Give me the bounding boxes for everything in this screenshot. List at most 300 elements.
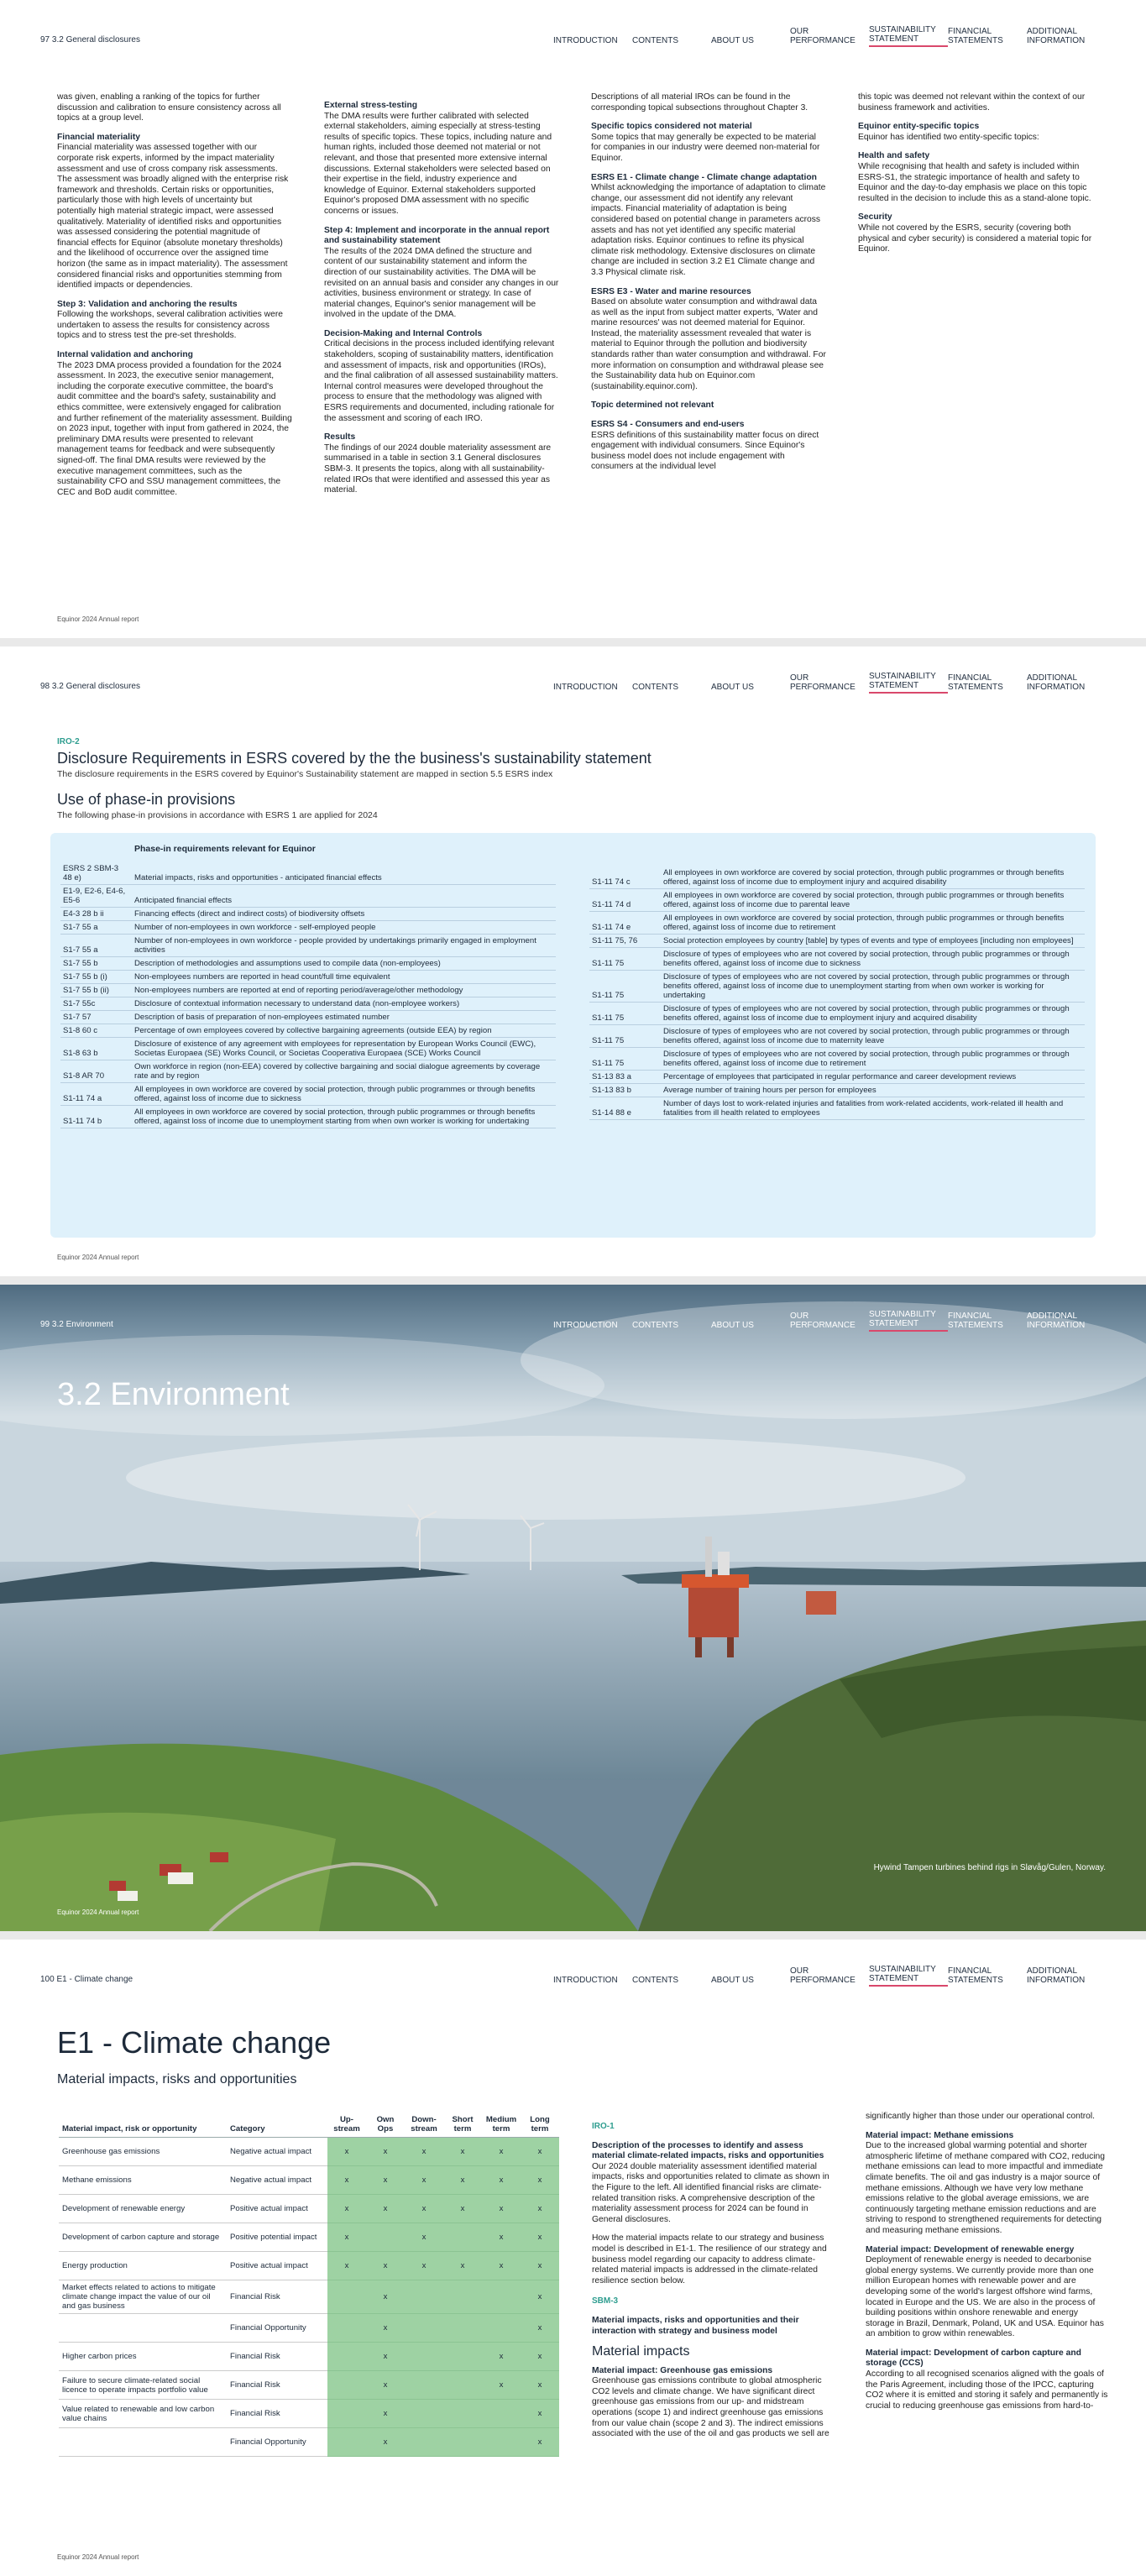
top-nav [553,1310,1106,1332]
iro-category: Financial Risk [227,2400,327,2428]
column-2 [866,2112,1109,2440]
requirement-description: Disclosure of types of employees who are not covered by social protection, through public programmes or through benefits offered, against loss of income due to unemployment starting from when own worker is working for undertaking [661,971,1085,1003]
table-row [59,2371,559,2400]
table-row [589,935,1085,948]
scope-mark [327,2371,366,2400]
scope-mark: x [482,2195,521,2223]
table-row [589,889,1085,912]
paragraph-heading: Material impacts, risks and opportunities and their interaction with strategy and business model [592,2315,799,2336]
table-row [60,1083,556,1106]
paragraph-heading: Specific topics considered not material [591,122,752,132]
nav-contents[interactable]: CONTENTS [632,1321,678,1330]
scope-mark [366,2223,405,2252]
paragraph: According to all recognised scenarios aligned with the goals of the Paris Agreement, including those of the IPCC, capturing CO2 where it is emitted and storing it safely and permanently is crucial to reducing greenhouse gas emissions from hard-to- [866,2369,1108,2411]
paragraph: Due to the increased global warming potential and shorter atmospheric lifetime of methane compared with CO2, reducing methane emissions can lead to more impactful and immediate climate benefits. The oil and gas industry is a major source of methane emissions. Although we have very low methane emissions relative to the global average emissions, we are continuously targeting methane emission reductions and are striving to respond to strengthened requirements for detecting and measuring methane emissions. [866,2141,1106,2235]
paragraph: The results of the 2024 DMA defined the structure and content of our sustainability statement and inform the direction of our sustainability activities. The DMA will be revisited on an annual basis and consider any changes in our activities, business environment or strategy. In case of material changes, Equinor's senior management will be involved in the update of the DMA. [324,246,559,320]
scope-mark: x [443,2252,482,2280]
paragraph-heading: Step 4: Implement and incorporate in the annual report and sustainability statement [324,225,550,246]
paragraph-heading: Security [858,212,892,223]
paragraph: Greenhouse gas emissions contribute to global atmospheric CO2 levels and climate change. We have significant direct greenhouse gas emissions from our up- and midstream operations (scope 1) and indirect greenhouse gas emissions from our value chain (scope 2 and 3). The indirect emissions associated with the use of the oil and gas products we sell are [592,2376,829,2439]
scope-mark: x [482,2343,521,2371]
table-row [60,1106,556,1128]
scope-mark: x [443,2195,482,2223]
requirement-description: All employees in own workforce are covered by social protection, through public programmes or through benefits offered, against loss of income due to retirement [661,912,1085,935]
paragraph-heading: Material impact: Methane emissions [866,2130,1014,2140]
requirement-description: Description of methodologies and assumptions used to compile data (non-employees) [132,957,556,971]
requirement-description: Percentage of employees that participated in regular performance and career development reviews [661,1071,1085,1084]
requirement-description: Disclosure of types of employees who are not covered by social protection, through public programmes or through benefits offered, against loss of income due to employment injury and acquired disability [661,1003,1085,1025]
scope-mark: x [443,2166,482,2195]
page-header [40,1961,1106,1990]
nav-about-us[interactable]: ABOUT US [711,683,754,692]
iro-name: Methane emissions [59,2166,227,2195]
table-row [60,935,556,957]
table-row [589,1003,1085,1025]
table-row [589,971,1085,1003]
scope-mark [443,2371,482,2400]
scope-mark: x [405,2138,443,2166]
nav-financial-statements[interactable]: FINANCIAL STATEMENTS [948,27,1003,45]
paragraph: The DMA results were further calibrated with selected external stakeholders, aiming especially at stress-testing results of specific topics. These topics, including nature and human rights, included those deemed not material or not relevant, and those that presented more extensive internal discussions. External stakeholders were selected based on their expertise in the field, industry experience and knowledge of Equinor. External stakeholders supported Equinor's proposed DMA assessment with no specific concerns or issues. [324,111,552,216]
requirement-code: S1-7 55 b (i) [60,971,132,984]
nav-our-performance[interactable]: OUR PERFORMANCE [790,27,856,45]
table-row [589,1097,1085,1120]
scope-mark [482,2428,521,2457]
page-number-label: 100 E1 - Climate change [40,1975,133,1984]
requirement-description: Percentage of own employees covered by collective bargaining agreements (outside EEA) by region [132,1024,556,1038]
scope-mark: x [443,2138,482,2166]
table-row [589,1048,1085,1071]
table-row [589,912,1085,935]
requirement-code: E1-9, E2-6, E4-6, E5-6 [60,885,132,908]
requirement-description: Non-employees numbers are reported at end of reporting period/average/other methodology [132,984,556,997]
requirement-code: S1-13 83 a [589,1071,661,1084]
text-columns [592,2112,1109,2440]
column-4 [858,92,1093,498]
iro-name: Development of renewable energy [59,2195,227,2223]
nav-about-us[interactable]: ABOUT US [711,1976,754,1985]
scope-mark [327,2400,366,2428]
chapter-title: E1 - Climate change [57,2025,332,2060]
paragraph-heading: Financial materiality [57,132,141,142]
column-1 [57,92,292,498]
table-row [60,957,556,971]
page-footer: Equinor 2024 Annual report [57,1254,139,1261]
column-2 [324,92,559,498]
nav-about-us[interactable]: ABOUT US [711,1321,754,1330]
paragraph: The 2023 DMA process provided a foundation for the 2024 assessment. In 2023, the executive senior management, including the corporate executive committee, the board's audit committee and the board's safety, sustainability and ethics committee, were extensively engaged for calibration and further refinement of the materiality assessment. Building on 2023 input, together with input from gathered in 2024, the preliminary DMA results were presented to relevant management teams for feedback and were subsequently signed-off. The final DMA results were reviewed by the executive management committees, such as the sustainability CFO and SSU management committees, the CEC and BoD audit committee. [57,360,292,497]
paragraph: ESRS definitions of this sustainability matter focus on direct engagement with individual consumers. Since Equinor's business model does not include engagement with consumers at the individual level [591,430,819,472]
page-header [40,1306,1106,1335]
requirement-code: S1-11 75 [589,948,661,971]
scope-mark: x [327,2223,366,2252]
table-row [589,1071,1085,1084]
paragraph: was given, enabling a ranking of the topics for further discussion and calibration to ensure consistency across all topics at a group level. [57,92,281,123]
page-footer: Equinor 2024 Annual report [57,2553,139,2561]
paragraph-heading: Material impact: Development of renewable energy [866,2244,1075,2254]
material-iro-table [59,2112,559,2457]
requirement-description: All employees in own workforce are covered by social protection, through public programmes or through benefits offered, against loss of income due to parental leave [661,889,1085,912]
nav-our-performance[interactable]: OUR PERFORMANCE [790,1966,856,1985]
page-97 [0,0,1146,638]
scope-mark: x [521,2400,559,2428]
requirement-code: S1-11 75 [589,1048,661,1071]
table-column-header: Down- stream [405,2112,443,2138]
requirement-description: Anticipated financial effects [132,885,556,908]
page-footer: Equinor 2024 Annual report [57,615,139,623]
iro-category: Positive actual impact [227,2195,327,2223]
paragraph-heading: External stress-testing [324,101,418,110]
scope-mark [405,2400,443,2428]
nav-contents[interactable]: CONTENTS [632,683,678,692]
requirement-code: S1-11 74 d [589,889,661,912]
table-row [589,867,1085,889]
requirement-code: S1-11 74 c [589,867,661,889]
scope-mark: x [521,2314,559,2343]
nav-financial-statements[interactable]: FINANCIAL STATEMENTS [948,1966,1003,1985]
iro-category: Financial Risk [227,2371,327,2400]
requirement-description: Non-employees numbers are reported in head count/full time equivalent [132,971,556,984]
scope-mark [443,2400,482,2428]
phase-in-table-left [60,840,556,1128]
iro-category: Financial Opportunity [227,2314,327,2343]
paragraph-heading: Step 3: Validation and anchoring the results [57,299,238,309]
requirement-description: All employees in own workforce are covered by social protection, through public programmes or through benefits offered, against loss of income due to sickness [132,1083,556,1106]
subsection-heading: Material impacts [592,2344,690,2359]
scope-mark [443,2223,482,2252]
table-row [60,1060,556,1083]
table-row [59,2400,559,2428]
paragraph-heading: Decision-Making and Internal Controls [324,328,483,338]
nav-sustainability-statement[interactable]: SUSTAINABILITY STATEMENT [869,672,948,694]
table-row [59,2166,559,2195]
table-row [60,1011,556,1024]
scope-mark: x [521,2138,559,2166]
scope-mark: x [482,2252,521,2280]
scope-mark: x [366,2428,405,2457]
table-row [60,984,556,997]
requirement-code: S1-7 55 a [60,935,132,957]
scope-mark: x [482,2138,521,2166]
chapter-subtitle: Material impacts, risks and opportunities [57,2072,297,2086]
scope-mark [405,2371,443,2400]
iro-category: Negative actual impact [227,2166,327,2195]
paragraph: Based on absolute water consumption and withdrawal data as well as the input from subject matter experts, 'Water and marine resources' was not deemed material for Equinor. Instead, the materiality assessment revealed that water is material to Equinor through the pollution and biodiversity standards rather than water consumption and withdrawal. For more information on consumption and withdrawal please see the Sustainability data hub on Equinor.com (sustainability.equinor.com). [591,297,826,391]
nav-contents[interactable]: CONTENTS [632,1976,678,1985]
scope-mark [405,2314,443,2343]
nav-sustainability-statement[interactable]: SUSTAINABILITY STATEMENT [869,25,948,47]
paragraph: Our 2024 double materiality assessment identified material impacts, risks and opportunities related to climate as shown in the Figure to the left. All identified financial risks are climate-related transition risks. A comprehensive description of the materiality assessment process for 2024 can be found in General disclosures. [592,2161,829,2224]
paragraph: this topic was deemed not relevant within the context of our business framework and activities. [858,92,1086,113]
scope-mark: x [366,2138,405,2166]
requirement-description: Disclosure of existence of any agreement with employees for representation by European Works Council (EWC), Societas Europaea (SE) Works Council, or Societas Cooperativa Europaea (SCE) Works Council [132,1038,556,1060]
paragraph-heading: Material impact: Development of carbon capture and storage (CCS) [866,2348,1081,2369]
nav-our-performance[interactable]: OUR PERFORMANCE [790,1312,856,1330]
scope-mark: x [366,2195,405,2223]
iro-category: Financial Opportunity [227,2428,327,2457]
requirement-code: S1-8 AR 70 [60,1060,132,1083]
paragraph-heading: Description of the processes to identify and assess material climate-related impacts, risks and opportunities [592,2140,824,2161]
requirement-description: Social protection employees by country [table] by types of events and type of employees [including non employees] [661,935,1085,948]
nav-additional-information[interactable]: ADDITIONAL INFORMATION [1027,673,1086,692]
table-column-header: Phase-in requirements relevant for Equinor [134,844,316,854]
page-header [40,668,1106,697]
section-title: Disclosure Requirements in ESRS covered by the the business's sustainability statement [57,750,651,767]
paragraph: Deployment of renewable energy is needed to decarbonise global energy systems. We currently provide more than one million European homes with renewable power and are developing some of the world's largest offshore wind farms, located in Europe and the US. We are also in the process of building positions within onshore renewable and energy storage in Brazil, Denmark, Poland, UK and USA. Equinor has an ambition to grow within renewables. [866,2255,1104,2339]
section-tag: IRO-2 [57,737,80,746]
iro-name: Market effects related to actions to mitigate climate change impact the value of our oil and gas business [59,2280,227,2314]
requirement-description: Disclosure of types of employees who are not covered by social protection, through public programmes or through benefits offered, against loss of income due to retirement [661,1048,1085,1071]
requirement-code: S1-7 55 b [60,957,132,971]
paragraph: While not covered by the ESRS, security (covering both physical and cyber security) is considered a material topic for Equinor. [858,223,1092,254]
nav-additional-information[interactable]: ADDITIONAL INFORMATION [1027,27,1086,45]
nav-about-us[interactable]: ABOUT US [711,36,754,45]
table-row [60,1024,556,1038]
photo-caption: Hywind Tampen turbines behind rigs in Sløvåg/Gulen, Norway. [873,1863,1106,1872]
scope-mark [405,2280,443,2314]
scope-mark: x [366,2280,405,2314]
requirement-code: S1-11 75 [589,1003,661,1025]
section-tag: SBM-3 [592,2296,619,2306]
table-row [59,2195,559,2223]
scope-mark: x [521,2371,559,2400]
requirement-code: S1-11 75, 76 [589,935,661,948]
top-nav [553,25,1106,47]
scope-mark [327,2343,366,2371]
table-column-header: Own Ops [366,2112,405,2138]
scope-mark: x [327,2166,366,2195]
paragraph: Descriptions of all material IROs can be found in the corresponding topical subsections throughout Chapter 3. [591,92,808,113]
paragraph: Following the workshops, several calibration activities were undertaken to assess the results for consistency across topics and to stress test the pre-set thresholds. [57,310,283,341]
scope-mark: x [521,2195,559,2223]
phase-in-subtitle: The following phase-in provisions in accordance with ESRS 1 are applied for 2024 [57,810,378,820]
scope-mark: x [366,2371,405,2400]
scope-mark: x [521,2428,559,2457]
paragraph-heading: Internal validation and anchoring [57,350,193,360]
requirement-description: Description of basis of preparation of non-employees estimated number [132,1011,556,1024]
paragraph-heading: ESRS E1 - Climate change - Climate change adaptation [591,172,817,182]
table-row [60,921,556,935]
iro-name [59,2314,227,2343]
requirement-code: S1-7 57 [60,1011,132,1024]
page-number-label: 99 3.2 Environment [40,1320,113,1329]
table-row [60,1038,556,1060]
table-row [60,971,556,984]
column-3 [591,92,826,498]
scope-mark: x [405,2195,443,2223]
table-column-header: Category [227,2112,327,2138]
requirement-code: S1-11 74 a [60,1083,132,1106]
nav-financial-statements[interactable]: FINANCIAL STATEMENTS [948,1312,1003,1330]
scope-mark: x [482,2166,521,2195]
scope-mark [327,2428,366,2457]
scope-mark: x [366,2166,405,2195]
paragraph: Whilst acknowledging the importance of adaptation to climate change, our assessment did not identify any relevant impacts. Financial materiality of adaptation is being considered based on potential change in parameters across assets and has not yet identified any specific material adaptation risks. Equinor continues to refine its physical climate risk methodology. Extensive disclosures on climate change are included in section 3.2 E1 Climate change and 3.3 Physical climate risk. [591,183,826,277]
paragraph: Critical decisions in the process included identifying relevant stakeholders, scoping of sustainability matters, identification and assessment of impacts, risk and opportunities (IROs), and the final calibration of all assessed sustainability matters. Internal control measures were developed throughout the process to ensure that the methodology was aligned with ESRS requirements and documented, including rationale for the assessment and scoring of each IRO. [324,339,558,423]
iro-name: Value related to renewable and low carbon value chains [59,2400,227,2428]
iro-name: Failure to secure climate-related social licence to operate impacts portfolio value [59,2371,227,2400]
requirement-code: S1-7 55c [60,997,132,1011]
table-row [59,2252,559,2280]
page-100 [0,1940,1146,2576]
scope-mark: x [405,2166,443,2195]
section-subtitle: The disclosure requirements in the ESRS covered by Equinor's Sustainability statement are mapped in section 5.5 ESRS index [57,769,553,779]
scope-mark: x [405,2223,443,2252]
table-column-header: Material impact, risk or opportunity [59,2112,227,2138]
paragraph: Equinor has identified two entity-specific topics: [858,132,1039,142]
paragraph-heading: ESRS E3 - Water and marine resources [591,286,751,296]
paragraph: significantly higher than those under our operational control. [866,2112,1096,2121]
page-header [40,22,1106,50]
page-footer: Equinor 2024 Annual report [57,1908,139,1916]
nav-sustainability-statement[interactable]: SUSTAINABILITY STATEMENT [869,1310,948,1332]
requirement-description: Disclosure of types of employees who are not covered by social protection, through public programmes or through benefits offered, against loss of income due to maternity leave [661,1025,1085,1048]
scope-mark [405,2428,443,2457]
scope-mark [482,2400,521,2428]
scope-mark: x [327,2252,366,2280]
nav-contents[interactable]: CONTENTS [632,36,678,45]
requirement-description: Disclosure of types of employees who are not covered by social protection, through public programmes or through benefits offered, against loss of income due to sickness [661,948,1085,971]
iro-category: Negative actual impact [227,2138,327,2166]
iro-name: Greenhouse gas emissions [59,2138,227,2166]
requirement-description: Own workforce in region (non-EEA) covered by collective bargaining and social dialogue agreements by coverage rate and by region [132,1060,556,1083]
nav-sustainability-statement[interactable]: SUSTAINABILITY STATEMENT [869,1965,948,1987]
scope-mark [327,2314,366,2343]
table-row [589,1025,1085,1048]
requirement-code: S1-11 74 b [60,1106,132,1128]
requirement-description: Financing effects (direct and indirect costs) of biodiversity offsets [132,908,556,921]
table-column-header: Medium term [482,2112,521,2138]
column-1 [592,2112,835,2440]
paragraph-heading: Results [324,432,356,442]
top-nav [553,672,1106,694]
table-row [60,997,556,1011]
section-tag: IRO-1 [592,2122,615,2131]
scope-mark: x [366,2314,405,2343]
nav-introduction[interactable]: INTRODUCTION [553,683,618,692]
iro-category: Positive potential impact [227,2223,327,2252]
requirement-description: Material impacts, risks and opportunities - anticipated financial effects [132,862,556,885]
paragraph-heading: Material impact: Greenhouse gas emissions [592,2365,773,2375]
table-row [60,908,556,921]
table-row [60,862,556,885]
scope-mark [327,2280,366,2314]
scope-mark [443,2428,482,2457]
requirement-description: Average number of training hours per person for employees [661,1084,1085,1097]
table-row [59,2343,559,2371]
phase-in-table-right [589,867,1085,1120]
iro-category: Financial Risk [227,2343,327,2371]
nav-financial-statements[interactable]: FINANCIAL STATEMENTS [948,673,1003,692]
paragraph-heading: ESRS S4 - Consumers and end-users [591,420,745,430]
paragraph-heading: Health and safety [858,151,930,161]
table-row [59,2223,559,2252]
scope-mark: x [482,2371,521,2400]
table-column-header: Up- stream [327,2112,366,2138]
scope-mark: x [405,2252,443,2280]
scope-mark: x [327,2138,366,2166]
requirement-code: S1-11 75 [589,1025,661,1048]
requirement-description: Number of non-employees in own workforce - people provided by undertakings primarily engaged in employment activities [132,935,556,957]
nav-additional-information[interactable]: ADDITIONAL INFORMATION [1027,1966,1086,1985]
scope-mark: x [521,2343,559,2371]
table-row [589,1084,1085,1097]
top-nav [553,1965,1106,1987]
requirement-code: S1-13 83 b [589,1084,661,1097]
scope-mark: x [521,2166,559,2195]
requirement-code: S1-14 88 e [589,1097,661,1120]
scope-mark [482,2280,521,2314]
scope-mark [443,2280,482,2314]
requirement-code: S1-7 55 b (ii) [60,984,132,997]
paragraph: Financial materiality was assessed together with our corporate risk experts, informed by the impact materiality assessment and use of cross company risk assessments. The assessment was broadly aligned with the enterprise risk framework and thresholds. Certain risks or opportunities, particularly those with high levels of uncertainty but potentially high material strategic impact, were assessed qualitatively. Materiality of identified risks and opportunities was assessed considering the potential magnitude of financial effects for Equinor (absolute monetary thresholds) and the likelihood of occurrence over the assigned time horizon (the same as in impact materiality). The assessment considered financial risks and opportunities stemming from identified impacts or dependencies. [57,143,289,291]
requirement-code: S1-8 63 b [60,1038,132,1060]
page-number-label: 97 3.2 General disclosures [40,35,140,45]
nav-introduction[interactable]: INTRODUCTION [553,1321,618,1330]
table-row [59,2314,559,2343]
nav-our-performance[interactable]: OUR PERFORMANCE [790,673,856,692]
requirement-description: Number of days lost to work-related injuries and fatalities from work-related accidents, work-related ill health and fatalities from ill health related to employees [661,1097,1085,1120]
paragraph: The findings of our 2024 double materiality assessment are summarised in a table in section 3.1 General disclosures SBM-3. It presents the topics, along with all sustainability-related IROs that were identified and assessed this year as material. [324,442,552,495]
scope-mark [443,2314,482,2343]
page-98 [0,647,1146,1276]
iro-category: Positive actual impact [227,2252,327,2280]
iro-name: Development of carbon capture and storage [59,2223,227,2252]
page-99 [0,1285,1146,1931]
iro-name: Energy production [59,2252,227,2280]
scope-mark: x [366,2252,405,2280]
requirement-description: Number of non-employees in own workforce - self-employed people [132,921,556,935]
scope-mark: x [366,2400,405,2428]
paragraph-heading: Equinor entity-specific topics [858,122,980,132]
nav-introduction[interactable]: INTRODUCTION [553,36,618,45]
requirement-code: S1-11 74 e [589,912,661,935]
paragraph: How the material impacts relate to our strategy and business model is described in E1-1. The resilience of our strategy and business model regarding our capacity to address climate-related material impacts is addressed in the climate-related resilience section below. [592,2233,827,2285]
iro-category: Financial Risk [227,2280,327,2314]
scope-mark: x [521,2280,559,2314]
paragraph: While recognising that health and safety is included within ESRS-S1, the strategic importance of health and safety to Equinor and the day-to-day emphasis we place on this topic resulted in the decision to include this as a stand-alone topic. [858,161,1091,203]
scope-mark [482,2314,521,2343]
scope-mark: x [521,2223,559,2252]
nav-introduction[interactable]: INTRODUCTION [553,1976,618,1985]
requirement-code: S1-8 60 c [60,1024,132,1038]
paragraph: Some topics that may generally be expected to be material for companies in our industry were deemed non-material for Equinor. [591,132,820,163]
requirement-description: All employees in own workforce are covered by social protection, through public programmes or through benefits offered, against loss of income due to employment injury and acquired disability [661,867,1085,889]
requirement-code: S1-7 55 a [60,921,132,935]
scope-mark: x [327,2195,366,2223]
table-column-header: Short term [443,2112,482,2138]
table-row [59,2428,559,2457]
table-row [60,885,556,908]
page-number-label: 98 3.2 General disclosures [40,682,140,691]
scope-mark: x [482,2223,521,2252]
requirement-description: Disclosure of contextual information necessary to understand data (non-employee workers) [132,997,556,1011]
iro-name [59,2428,227,2457]
nav-additional-information[interactable]: ADDITIONAL INFORMATION [1027,1312,1086,1330]
phase-in-heading: Use of phase-in provisions [57,791,236,808]
text-columns [57,92,1098,498]
phase-in-table-panel [50,833,1096,1238]
table-row [589,948,1085,971]
requirement-code: ESRS 2 SBM-3 48 e) [60,862,132,885]
table-row [59,2138,559,2166]
iro-name: Higher carbon prices [59,2343,227,2371]
requirement-code: E4-3 28 b ii [60,908,132,921]
chapter-title: 3.2 Environment [57,1377,290,1412]
scope-mark [405,2343,443,2371]
paragraph-heading: Topic determined not relevant [591,401,714,411]
scope-mark [443,2343,482,2371]
